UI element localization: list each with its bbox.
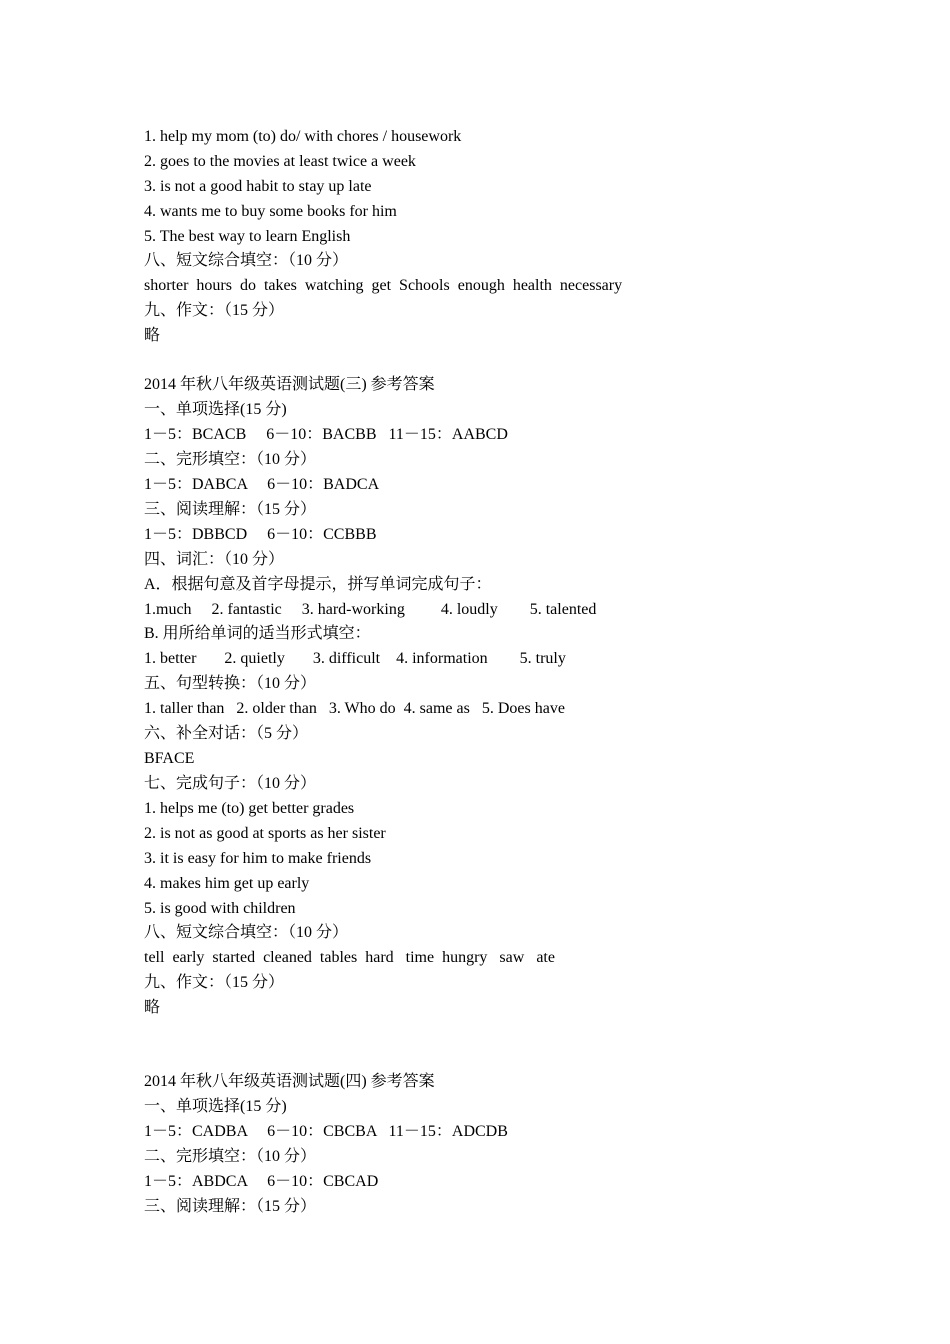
section-heading: 七、完成句子：（10 分） (144, 775, 317, 792)
instruction-line: B. 用所给单词的适当形式填空： (144, 625, 371, 642)
answer-line: 1. help my mom (to) do/ with chores / housework (144, 128, 462, 145)
section-heading: 四、词汇：（10 分） (144, 551, 285, 568)
answer-line: 3. it is easy for him to make friends (144, 850, 372, 867)
answer-line: 4. wants me to buy some books for him (144, 203, 397, 220)
section-heading: 八、短文综合填空：（10 分） (144, 924, 349, 941)
document-title: 2014 年秋八年级英语测试题(四) 参考答案 (144, 1073, 435, 1090)
answer-line: 1－5：BCACB 6－10：BACBB 11－15：AABCD (144, 426, 508, 443)
answer-line: 4. makes him get up early (144, 875, 310, 892)
section-heading: 三、阅读理解：（15 分） (144, 1198, 317, 1215)
answer-line: 1－5：DBBCD 6－10：CCBBB (144, 526, 377, 543)
answer-line: 1－5：DABCA 6－10：BADCA (144, 476, 380, 493)
answer-line: 1－5：ABDCA 6－10：CBCAD (144, 1173, 379, 1190)
answer-line: tell early started cleaned tables hard time hungry saw ate (144, 949, 555, 966)
section-heading: 一、单项选择(15 分) (144, 1098, 287, 1115)
answer-line: BFACE (144, 750, 195, 767)
answer-line: 1－5：CADBA 6－10：CBCBA 11－15：ADCDB (144, 1123, 508, 1140)
answer-line: 1. taller than 2. older than 3. Who do 4. same as 5. Does have (144, 700, 565, 717)
section-heading: 一、单项选择(15 分) (144, 401, 287, 418)
answer-line: shorter hours do takes watching get Schools enough health necessary (144, 277, 623, 294)
answer-line: 5. is good with children (144, 900, 296, 917)
instruction-line: A．根据句意及首字母提示，拼写单词完成句子： (144, 576, 492, 593)
answer-line: 2. is not as good at sports as her sister (144, 825, 386, 842)
answer-line: 略 (144, 999, 161, 1016)
answer-line: 1.much 2. fantastic 3. hard-working 4. loudly 5. talented (144, 601, 597, 618)
answer-line: 略 (144, 327, 161, 344)
answer-line: 1. better 2. quietly 3. difficult 4. information 5. truly (144, 650, 566, 667)
section-heading: 五、句型转换：（10 分） (144, 675, 317, 692)
section-heading: 六、补全对话：（5 分） (144, 725, 309, 742)
answer-line: 2. goes to the movies at least twice a week (144, 153, 416, 170)
section-heading: 二、完形填空：（10 分） (144, 1148, 317, 1165)
answer-line: 1. helps me (to) get better grades (144, 800, 355, 817)
answer-line: 5. The best way to learn English (144, 228, 351, 245)
section-heading: 九、作文：（15 分） (144, 974, 285, 991)
document-title: 2014 年秋八年级英语测试题(三) 参考答案 (144, 376, 435, 393)
section-heading: 三、阅读理解：（15 分） (144, 501, 317, 518)
section-heading: 二、完形填空：（10 分） (144, 451, 317, 468)
answer-line: 3. is not a good habit to stay up late (144, 178, 372, 195)
section-heading: 八、短文综合填空：（10 分） (144, 252, 349, 269)
section-heading: 九、作文：（15 分） (144, 302, 285, 319)
